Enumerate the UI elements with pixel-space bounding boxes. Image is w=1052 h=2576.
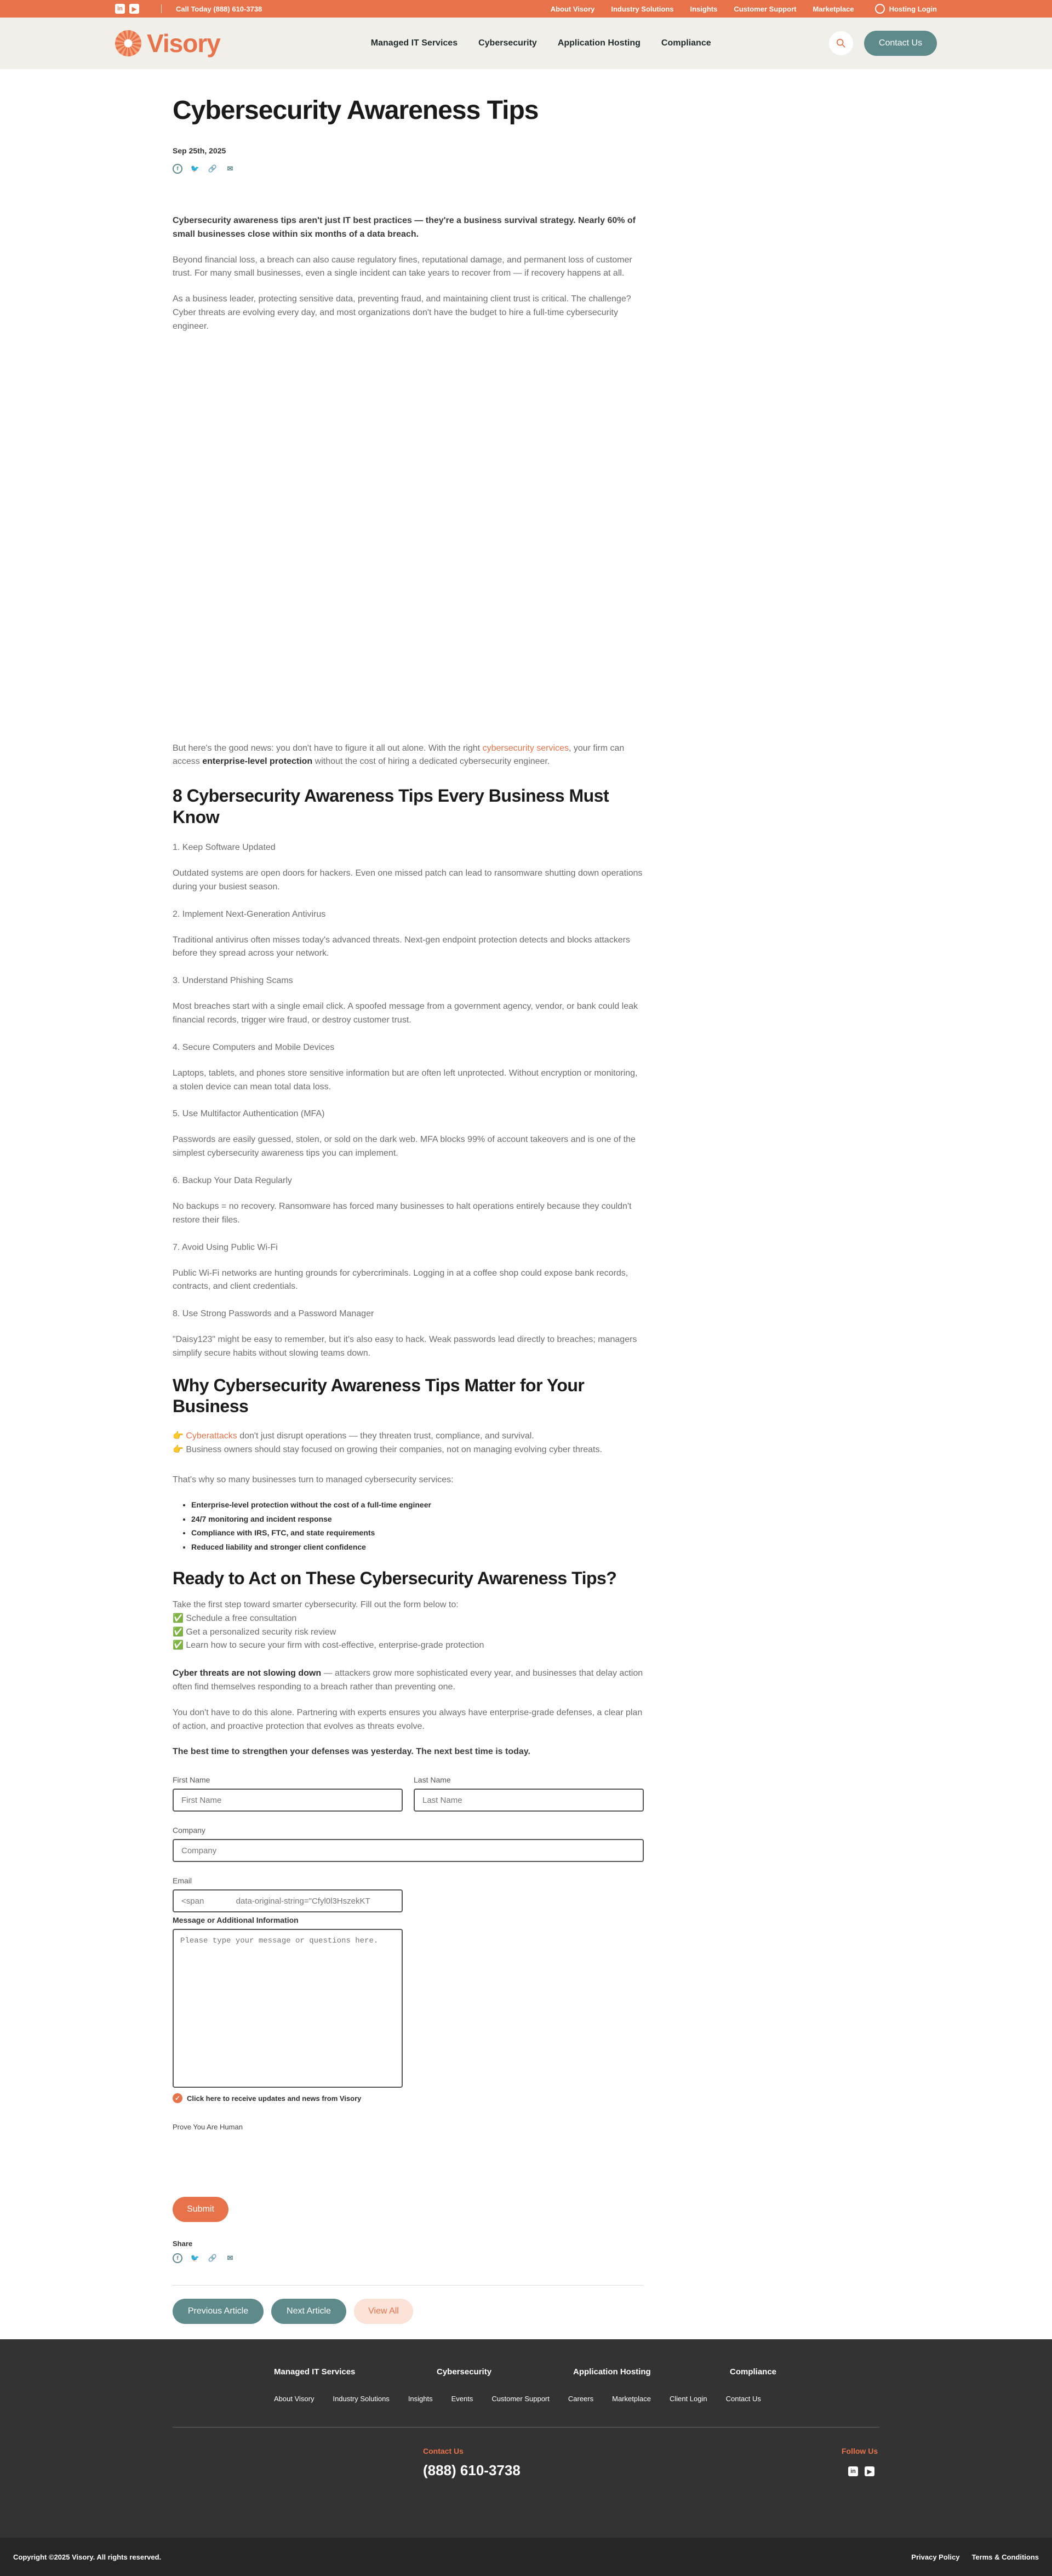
copyright-text: Copyright ©2025 Visory. All rights reserved. — [13, 2552, 162, 2561]
tips-heading: 8 Cybersecurity Awareness Tips Every Business Must Know — [173, 786, 609, 827]
tip-body: Public Wi-Fi networks are hunting grounds for cybercriminals. Logging in at a coffee shop could expose bank records, contracts, and client credentials. — [173, 1268, 628, 1292]
embedded-content-area — [173, 334, 644, 742]
check-item — [173, 1626, 644, 1640]
link-icon[interactable]: 🔗 — [208, 164, 218, 173]
footer-link-insights[interactable]: Insights — [408, 2395, 433, 2403]
alone-paragraph: You don't have to do this alone. Partnering with experts ensures you always have enterprise-grade defenses, a clear plan of action, and proactive protection that evolves as threats evolve. — [173, 1707, 643, 1731]
call-today-link[interactable]: Call Today (888) 610-3738 — [176, 4, 262, 13]
footer-link-customer-support[interactable]: Customer Support — [491, 2395, 550, 2403]
top-share-row — [173, 164, 644, 174]
text: Learn how to secure your firm with cost-effective, enterprise-grade protection — [186, 1641, 484, 1650]
top-link-about[interactable]: About Visory — [550, 4, 595, 13]
cyberattacks-link[interactable]: Cyberattacks — [186, 1431, 237, 1441]
email-label: Email — [173, 1876, 192, 1886]
bottom-share-row — [173, 2253, 644, 2263]
first-name-label: First Name — [173, 1775, 210, 1785]
last-name-label: Last Name — [414, 1775, 451, 1785]
why-heading: Why Cybersecurity Awareness Tips Matter for Your Business — [173, 1375, 585, 1416]
company-group — [173, 1826, 644, 1862]
list-item: • Reduced liability and stronger client confidence — [191, 1541, 644, 1553]
terms-link[interactable]: Terms & Conditions — [971, 2552, 1039, 2561]
tips-list — [173, 843, 644, 1361]
tip-title: 8. Use Strong Passwords and a Password Manager — [173, 1309, 374, 1319]
tip-body: No backups = no recovery. Ransomware has forced many businesses to halt operations entirely because they couldn't restore their files. — [173, 1201, 632, 1225]
legal-links — [911, 2553, 1039, 2561]
submit-button[interactable]: Submit — [173, 2197, 228, 2222]
checkbox-checked-icon[interactable]: ✓ — [173, 2093, 182, 2103]
company-input[interactable] — [173, 1839, 644, 1862]
footer-nav-managed-it[interactable]: Managed IT Services — [274, 2367, 356, 2377]
next-article-button[interactable]: Next Article — [271, 2299, 346, 2324]
nav-cybersecurity[interactable]: Cybersecurity — [478, 38, 537, 48]
check-item — [173, 1639, 644, 1653]
footer-contact-label: Contact Us — [423, 2447, 464, 2456]
footer-link-contact[interactable]: Contact Us — [725, 2395, 761, 2403]
tip-body: "Daisy123" might be easy to remember, but it's also easy to hack. Weak passwords lead directly to breaches; managers simplify secure habits without slowing teams down. — [173, 1335, 637, 1358]
footer-bottom-bar — [0, 2538, 1052, 2576]
paragraph: As a business leader, protecting sensitive data, preventing fraud, and maintaining client trust is critical. The challenge? Cyber threats are evolving every day, and most organizations don't have the budget to hire a full-time cybersecurity engineer. — [173, 294, 631, 331]
message-textarea[interactable] — [173, 1929, 403, 2088]
footer-nav-cybersecurity[interactable]: Cybersecurity — [437, 2367, 492, 2377]
best-time-paragraph: The best time to strengthen your defenses was yesterday. The next best time is today. — [173, 1747, 530, 1757]
tip-title: 4. Secure Computers and Mobile Devices — [173, 1042, 335, 1052]
email-icon[interactable]: ✉ — [227, 2254, 233, 2263]
contact-us-button[interactable]: Contact Us — [864, 31, 937, 56]
tip-title: 5. Use Multifactor Authentication (MFA) — [173, 1109, 325, 1119]
linkedin-icon[interactable]: in — [848, 2466, 858, 2476]
link-icon[interactable]: 🔗 — [208, 2254, 218, 2263]
share-label: Share — [173, 2240, 193, 2248]
consultation-form — [173, 1775, 644, 2222]
site-header — [0, 18, 1052, 69]
header-actions — [829, 31, 937, 56]
user-icon — [875, 4, 885, 14]
top-link-insights[interactable]: Insights — [690, 4, 718, 13]
top-link-customer-support[interactable]: Customer Support — [734, 4, 797, 13]
email-group — [173, 1876, 644, 1912]
list-item: • Compliance with IRS, FTC, and state requirements — [191, 1527, 644, 1539]
footer-link-marketplace[interactable]: Marketplace — [612, 2395, 651, 2403]
hosting-login-link[interactable] — [875, 4, 937, 14]
footer-main-nav — [274, 2367, 776, 2377]
paragraph: Beyond financial loss, a breach can also cause regulatory fines, reputational damage, and permanent loss of customer trust. For many small businesses, even a single incident can take years to recover from — if recovery happens at all. — [173, 255, 632, 278]
list-item: • 24/7 monitoring and incident response — [191, 1513, 644, 1526]
check-icon: ✅ — [173, 1627, 184, 1637]
tip-body: Outdated systems are open doors for hackers. Even one missed patch can lead to ransomware shutting down operations during your busiest season. — [173, 868, 643, 892]
check-icon: ✅ — [173, 1613, 184, 1623]
text: don't just disrupt operations — they threaten trust, compliance, and survival. — [237, 1431, 534, 1441]
tip-body: Most breaches start with a single email click. A spoofed message from a government agency, vendor, or bank could leak financial records, trigger wire fraud, or destroy customer trust. — [173, 1002, 638, 1025]
text: without the cost of hiring a dedicated cybersecurity engineer. — [312, 757, 550, 767]
footer-nav-application-hosting[interactable]: Application Hosting — [573, 2367, 651, 2377]
check-item — [173, 1612, 644, 1626]
facebook-icon[interactable]: f — [173, 164, 182, 174]
lead-paragraph: Cybersecurity awareness tips aren't just IT best practices — they're a business survival strategy. Nearly 60% of small businesses close within six months of a data breach. — [173, 216, 636, 239]
email-icon[interactable]: ✉ — [227, 164, 233, 173]
search-icon — [836, 38, 846, 48]
ready-heading: Ready to Act on These Cybersecurity Awareness Tips? — [173, 1568, 617, 1588]
last-name-input[interactable] — [414, 1789, 644, 1812]
tip-body: Traditional antivirus often misses today's advanced threats. Next-gen endpoint protection detects and blocks attackers before they spread across your network. — [173, 935, 630, 958]
top-utility-nav — [551, 4, 937, 14]
pointing-hand-icon: 👉 — [173, 1431, 184, 1441]
footer-link-industry-solutions[interactable]: Industry Solutions — [333, 2395, 390, 2403]
logo-wordmark: Visory — [147, 29, 220, 58]
consent-checkbox-row[interactable] — [173, 2093, 644, 2103]
top-social-links — [115, 4, 139, 14]
linkedin-icon[interactable]: in — [115, 4, 125, 14]
last-name-group — [414, 1775, 644, 1812]
good-news-paragraph — [173, 742, 644, 769]
article-date: Sep 25th, 2025 — [173, 146, 226, 155]
facebook-icon[interactable]: f — [173, 2253, 182, 2263]
top-bar — [0, 0, 1052, 18]
footer-phone-link[interactable]: (888) 610-3738 — [423, 2462, 521, 2479]
email-input[interactable] — [173, 1889, 403, 1912]
article — [173, 95, 644, 2324]
privacy-policy-link[interactable]: Privacy Policy — [911, 2552, 960, 2561]
first-name-input[interactable] — [173, 1789, 403, 1812]
footer-sub-nav — [274, 2395, 761, 2403]
search-button[interactable] — [829, 31, 853, 55]
divider — [161, 4, 162, 13]
why-line-3: That's why so many businesses turn to managed cybersecurity services: — [173, 1475, 454, 1485]
cybersecurity-services-link[interactable]: cybersecurity services — [482, 743, 569, 753]
footer-link-about[interactable]: About Visory — [274, 2395, 315, 2403]
footer-link-events[interactable]: Events — [451, 2395, 473, 2403]
tip-title: 6. Backup Your Data Regularly — [173, 1175, 292, 1185]
pointing-hand-icon: 👉 — [173, 1445, 184, 1455]
why-line-2 — [173, 1443, 644, 1457]
company-label: Company — [173, 1826, 205, 1835]
article-title: Cybersecurity Awareness Tips — [173, 96, 539, 125]
benefits-list — [191, 1499, 644, 1553]
check-icon: ✅ — [173, 1641, 184, 1650]
previous-article-button[interactable]: Previous Article — [173, 2299, 264, 2324]
list-item: • Enterprise-level protection without the cost of a full-time engineer — [191, 1499, 644, 1511]
divider — [173, 2285, 644, 2286]
text: Business owners should stay focused on growing their companies, not on managing evolving cyber threats. — [183, 1445, 602, 1455]
twitter-icon[interactable]: 🐦 — [190, 2254, 200, 2263]
top-link-marketplace[interactable]: Marketplace — [813, 4, 854, 13]
why-line-1 — [173, 1430, 644, 1443]
captcha-label: Prove You Are Human — [173, 2123, 243, 2132]
youtube-icon[interactable]: ▶ — [129, 4, 139, 14]
tip-title: 1. Keep Software Updated — [173, 842, 276, 852]
strong-text: enterprise-level protection — [202, 757, 313, 767]
footer-social-links — [848, 2466, 874, 2476]
top-link-industry-solutions[interactable]: Industry Solutions — [611, 4, 674, 13]
tip-title: 7. Avoid Using Public Wi-Fi — [173, 1242, 278, 1252]
visory-logo[interactable] — [115, 28, 220, 58]
text: Schedule a free consultation — [186, 1613, 297, 1623]
message-label: Message or Additional Information — [173, 1916, 299, 1925]
message-group — [173, 1916, 644, 2088]
text: Get a personalized security risk review — [186, 1627, 336, 1637]
footer-follow-label: Follow Us — [842, 2447, 878, 2456]
hosting-login-label: Hosting Login — [889, 4, 937, 13]
first-name-group — [173, 1775, 403, 1812]
view-all-button[interactable]: View All — [354, 2299, 413, 2324]
nav-managed-it[interactable]: Managed IT Services — [370, 38, 458, 48]
footer-link-client-login[interactable]: Client Login — [669, 2395, 707, 2403]
twitter-icon[interactable]: 🐦 — [190, 164, 200, 173]
footer-nav-compliance[interactable]: Compliance — [730, 2367, 777, 2377]
nav-application-hosting[interactable]: Application Hosting — [557, 38, 641, 48]
consent-label: Click here to receive updates and news from Visory — [187, 2094, 362, 2103]
nav-compliance[interactable]: Compliance — [661, 38, 711, 48]
text: , your firm can access — [173, 743, 625, 767]
main-nav — [371, 38, 711, 48]
text: But here's the good news: you don't have to figure it all out alone. With the right — [173, 743, 483, 753]
tip-body: Passwords are easily guessed, stolen, or sold on the dark web. MFA blocks 99% of account takeovers and is one of the simplest cybersecurity awareness tips you can implement. — [173, 1135, 636, 1158]
text: — attackers grow more sophisticated every year, and businesses that delay action often find themselves responding to a breach rather than preventing one. — [173, 1669, 643, 1692]
youtube-icon[interactable]: ▶ — [865, 2466, 874, 2476]
site-footer — [0, 2339, 1052, 2576]
article-pager — [173, 2299, 644, 2324]
name-row — [173, 1775, 644, 1812]
tip-body: Laptops, tablets, and phones store sensitive information but are often left unprotected. Without encryption or monitoring, a stolen device can mean total data loss. — [173, 1068, 638, 1092]
threat-paragraph — [173, 1667, 644, 1694]
ready-intro: Take the first step toward smarter cybersecurity. Fill out the form below to: — [173, 1600, 459, 1610]
divider — [173, 2427, 879, 2428]
footer-link-careers[interactable]: Careers — [568, 2395, 594, 2403]
tip-title: 2. Implement Next-Generation Antivirus — [173, 909, 326, 919]
sunburst-logo-icon — [115, 30, 141, 56]
strong-text: Cyber threats are not slowing down — [173, 1669, 322, 1678]
tip-title: 3. Understand Phishing Scams — [173, 976, 293, 986]
